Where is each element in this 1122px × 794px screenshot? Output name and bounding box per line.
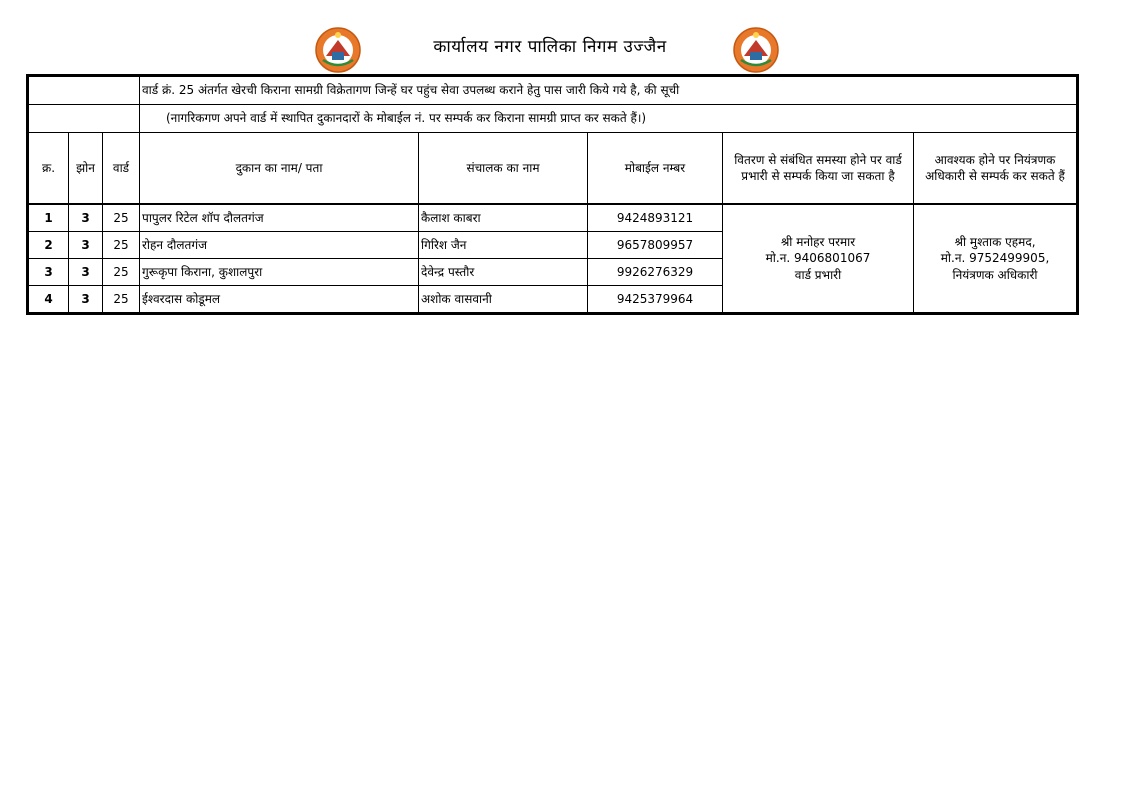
controlling-officer-contact — [914, 204, 1078, 314]
table-row — [28, 204, 1078, 232]
row-zone: 3 — [69, 204, 103, 232]
row-serial: 2 — [28, 232, 69, 259]
controlling-officer-role: नियंत्रणक अधिकारी — [952, 267, 1038, 282]
row-zone: 3 — [69, 286, 103, 314]
header-ward: वार्ड — [103, 133, 140, 205]
row-ward: 25 — [103, 286, 140, 314]
row-shop: पापुलर रिटेल शॉप दौलतगंज — [140, 204, 419, 232]
row-shop: रोहन दौलतगंज — [140, 232, 419, 259]
header-shop: दुकान का नाम/ पता — [140, 133, 419, 205]
controlling-officer-name: श्री मुश्ताक एहमद, — [954, 235, 1036, 250]
grocery-vendors-table — [26, 74, 1079, 315]
header-operator: संचालक का नाम — [419, 133, 588, 205]
row-ward: 25 — [103, 204, 140, 232]
header-controlling-officer: आवश्यक होने पर नियंत्रणक अधिकारी से सम्पर्क कर सकते हैं — [914, 133, 1078, 205]
row-serial: 3 — [28, 259, 69, 286]
table-title: वार्ड क्रं. 25 अंतर्गत खेरची किराना सामग्री विक्रेतागण जिन्हें घर पहुंच सेवा उपलब्ध कराने हेतु पास जारी किये गये है, की सूची — [140, 76, 1078, 105]
row-shop: गुरूकृपा किराना, कुशालपुरा — [140, 259, 419, 286]
row-mobile: 9657809957 — [588, 232, 723, 259]
table-note: (नागरिकगण अपने वार्ड में स्थापित दुकानदारों के मोबाईल नं. पर सम्पर्क कर किराना सामग्री प्राप्त कर सकते हैं।) — [140, 105, 1078, 133]
row-mobile: 9425379964 — [588, 286, 723, 314]
ward-incharge-mobile: मो.न. 9406801067 — [765, 251, 871, 266]
row-zone: 3 — [69, 232, 103, 259]
municipal-seal-logo — [732, 26, 780, 74]
header-zone: झोन — [69, 133, 103, 205]
row-operator: देवेन्द्र पस्तौर — [419, 259, 588, 286]
row-ward: 25 — [103, 259, 140, 286]
row-serial: 1 — [28, 204, 69, 232]
page-header — [0, 22, 1122, 74]
ward-incharge-role: वार्ड प्रभारी — [794, 267, 842, 282]
row-shop: ईश्वरदास कोडूमल — [140, 286, 419, 314]
row-mobile: 9424893121 — [588, 204, 723, 232]
row-operator: अशोक वासवानी — [419, 286, 588, 314]
ward-incharge-contact — [723, 204, 914, 314]
table-header-row — [28, 133, 1078, 205]
row-operator: गिरिश जैन — [419, 232, 588, 259]
ward-incharge-name: श्री मनोहर परमार — [780, 235, 856, 250]
municipal-seal-logo — [314, 26, 362, 74]
row-zone: 3 — [69, 259, 103, 286]
controlling-officer-mobile: मो.न. 9752499905, — [940, 251, 1050, 266]
table-note-row — [28, 105, 1078, 133]
row-serial: 4 — [28, 286, 69, 314]
header-mobile: मोबाईल नम्बर — [588, 133, 723, 205]
table-title-row — [28, 76, 1078, 105]
office-title: कार्यालय नगर पालिका निगम उज्जैन — [433, 37, 667, 57]
header-serial: क्र. — [28, 133, 69, 205]
header-ward-incharge: वितरण से संबंधित समस्या होने पर वार्ड प्रभारी से सम्पर्क किया जा सकता है — [723, 133, 914, 205]
row-ward: 25 — [103, 232, 140, 259]
row-mobile: 9926276329 — [588, 259, 723, 286]
row-operator: कैलाश काबरा — [419, 204, 588, 232]
